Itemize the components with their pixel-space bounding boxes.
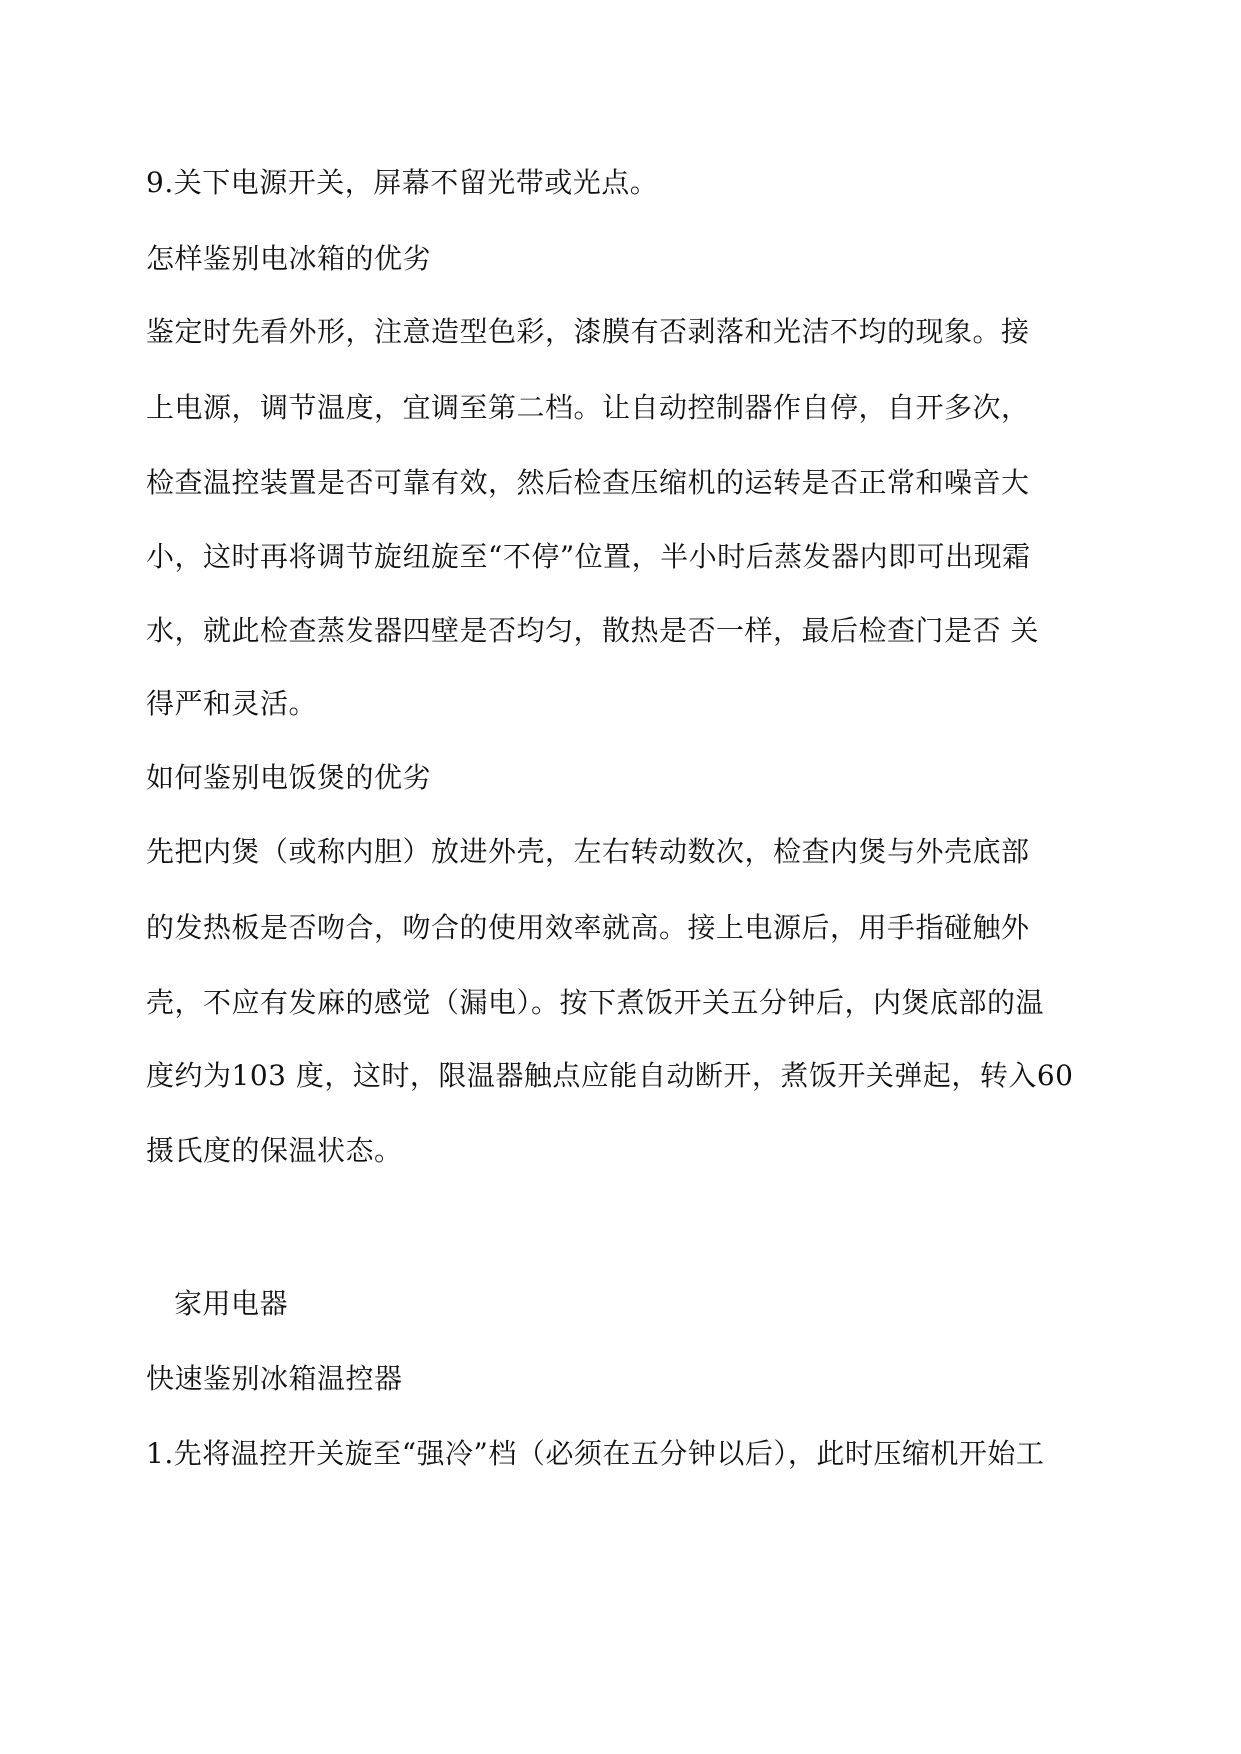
section-heading: 怎样鉴别电冰箱的优劣: [146, 242, 432, 275]
paragraph-line: 先把内煲（或称内胆）放进外壳，左右转动数次，检查内煲与外壳底部: [146, 835, 1030, 868]
paragraph-line: 的发热板是否吻合，吻合的使用效率就高。接上电源后，用手指碰触外: [146, 911, 1030, 944]
paragraph-line: 壳，不应有发麻的感觉（漏电）。按下煮饭开关五分钟后，内煲底部的温: [146, 986, 1045, 1019]
paragraph-line: 摄氏度的保温状态。: [146, 1134, 403, 1167]
category-label: 家用电器: [174, 1287, 289, 1320]
paragraph-line: 9.关下电源开关，屏幕不留光带或光点。: [146, 166, 659, 199]
paragraph-line: 1.先将温控开关旋至“强冷”档（必须在五分钟以后），此时压缩机开始工: [146, 1437, 1045, 1470]
section-heading: 如何鉴别电饭煲的优劣: [146, 761, 432, 794]
paragraph-line: 得严和灵活。: [146, 687, 318, 720]
paragraph-line: 上电源，调节温度，宜调至第二档。让自动控制器作自停，自开多次，: [146, 391, 1030, 424]
paragraph-line: 小，这时再将调节旋纽旋至“不停”位置，半小时后蒸发器内即可出现霜: [146, 540, 1031, 573]
paragraph-line: 度约为103 度，这时，限温器触点应能自动断开，煮饭开关弹起，转入60: [146, 1059, 1074, 1092]
paragraph-line: 水，就此检查蒸发器四壁是否均匀，散热是否一样，最后检查门是否 关: [146, 614, 1039, 647]
paragraph-line: 检查温控装置是否可靠有效，然后检查压缩机的运转是否正常和噪音大: [146, 466, 1030, 499]
paragraph-line: 鉴定时先看外形，注意造型色彩，漆膜有否剥落和光洁不均的现象。接: [146, 315, 1030, 348]
section-heading: 快速鉴别冰箱温控器: [146, 1362, 403, 1395]
